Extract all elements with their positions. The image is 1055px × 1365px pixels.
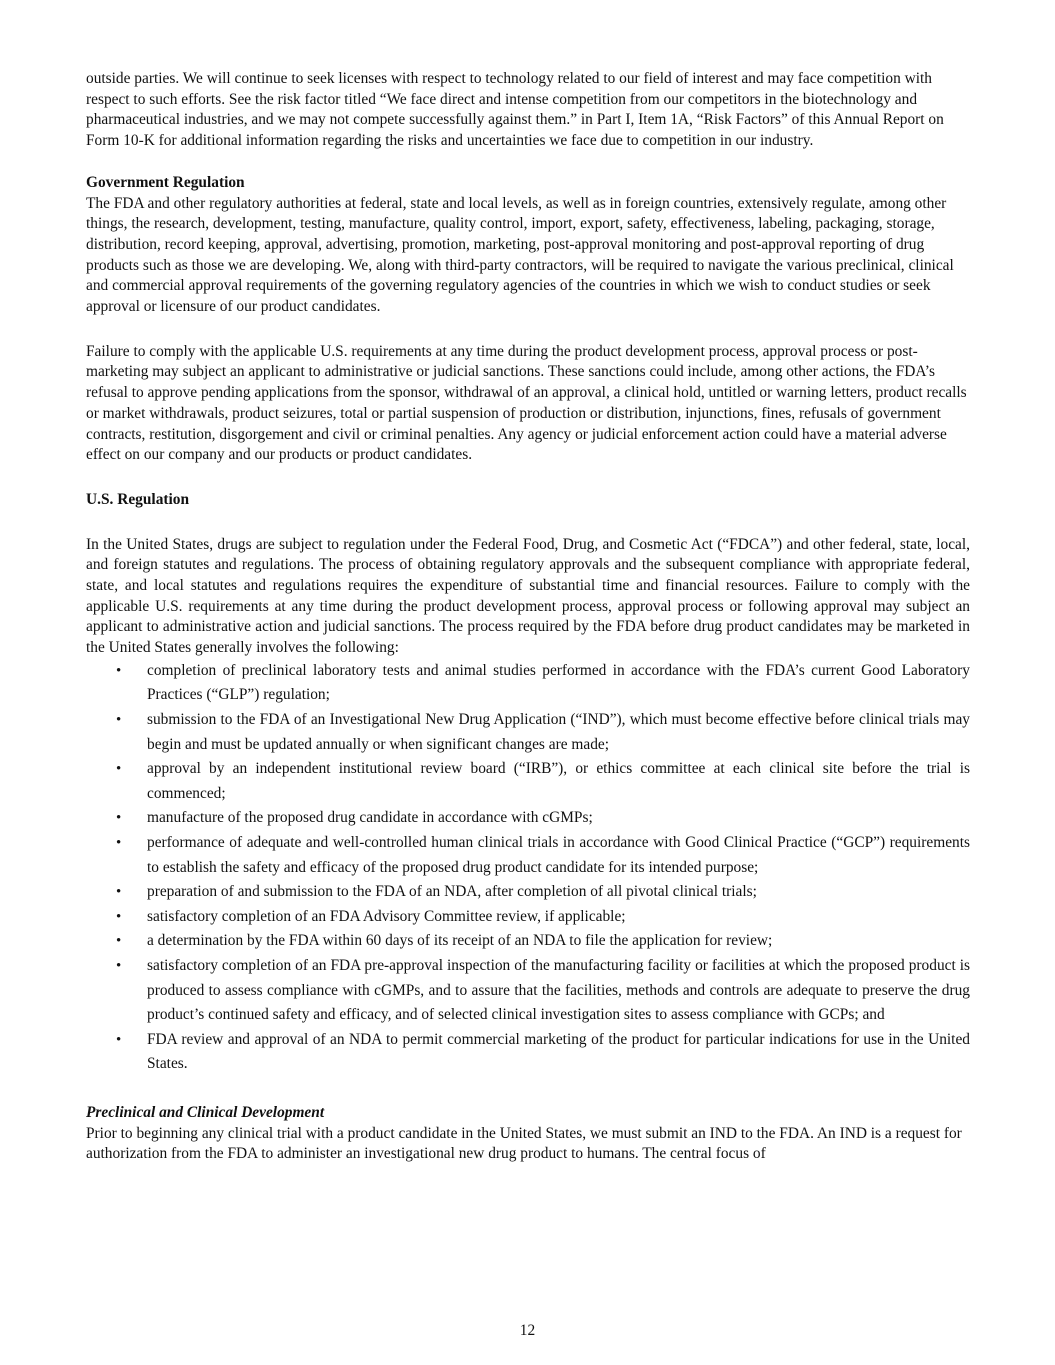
preclinical-paragraph: Prior to beginning any clinical trial with a product candidate in the United States, we must submit an IND to the FDA. An IND is a request for authorization from the FDA to administer an investigational new drug product to humans. The central focus of	[86, 1124, 962, 1163]
list-item	[86, 659, 970, 708]
bullet-icon: •	[116, 933, 122, 950]
government-regulation-paragraph-2: Failure to comply with the applicable U.S. requirements at any time during the product development process, approval process or post-marketing may subject an applicant to administrative or judicial sanctions. These sanctions could include, among other actions, the FDA’s refusal to approve pending applications from the sponsor, withdrawal of an approval, a clinical hold, untitled or warning letters, product recalls or market withdrawals, product seizures, total or partial suspension of production or distribution, injunctions, fines, refusals of government contracts, restitution, disgorgement and civil or criminal penalties. Any agency or judicial enforcement action could have a material adverse effect on our company and our products or product candidates.	[86, 342, 967, 464]
bullet-icon: •	[116, 810, 122, 827]
bullet-icon: •	[116, 1031, 122, 1048]
government-regulation-paragraph-1: The FDA and other regulatory authorities at federal, state and local levels, as well as in foreign countries, extensively regulate, among other things, the research, development, testing, manufacture, quality control, import, export, safety, effectiveness, labeling, packaging, storage, distribution, record keeping, approval, advertising, promotion, marketing, post-approval monitoring and post-approval reporting of drug products such as those we are developing. We, along with third-party contractors, will be required to navigate the various preclinical, clinical and commercial approval requirements of the governing regulatory agencies of the countries in which we wish to conduct studies or seek approval or licensure of our product candidates.	[86, 194, 954, 316]
list-item-text: manufacture of the proposed drug candidate in accordance with cGMPs;	[147, 809, 593, 827]
bullet-icon: •	[116, 884, 122, 901]
page-number: 12	[519, 1322, 536, 1339]
bullet-icon: •	[116, 662, 122, 679]
us-regulation-paragraph: In the United States, drugs are subject to regulation under the Federal Food, Drug, and Cosmetic Act (“FDCA”) and other federal, state, local, and foreign statutes and regulations. The process of obtaining regulatory approvals and the subsequent compliance with appropriate federal, state, and local statutes and regulations requires the expenditure of substantial time and financial resources. Failure to comply with the applicable U.S. requirements at any time during the product development process, approval process or following approval may subject an applicant to administrative action and judicial sanctions. The process required by the FDA before drug product candidates may be marketed in the United States generally involves the following:	[86, 535, 970, 657]
list-item-text: performance of adequate and well-controlled human clinical trials in accordance with Good Clinical Practice (“GCP”) requirements to establish the safety and efficacy of the proposed drug product candidate for its intended purpose;	[147, 834, 970, 876]
list-item-text: preparation of and submission to the FDA of an NDA, after completion of all pivotal clinical trials;	[147, 883, 757, 901]
list-item-text: submission to the FDA of an Investigational New Drug Application (“IND”), which must become effective before clinical trials may begin and must be updated annually or when significant changes are made;	[147, 711, 970, 753]
list-item	[86, 954, 970, 1028]
approval-steps-list	[86, 659, 970, 1077]
list-item	[86, 757, 970, 806]
us-regulation-heading: U.S. Regulation	[86, 490, 190, 508]
bullet-icon: •	[116, 761, 122, 778]
intro-paragraph: outside parties. We will continue to seek licenses with respect to technology related to our field of interest and may face competition with respect to such efforts. See the risk factor titled “We face direct and intense competition from our competitors in the biotechnology and pharmaceutical industries, and we may not compete successfully against them.” in Part I, Item 1A, “Risk Factors” of this Annual Report on Form 10-K for additional information regarding the risks and uncertainties we face due to competition in our industry.	[86, 70, 944, 150]
document-page	[86, 69, 970, 1165]
bullet-icon: •	[116, 712, 122, 729]
list-item-text: approval by an independent institutional review board (“IRB”), or ethics committee at each clinical site before the trial is commenced;	[147, 760, 970, 802]
bullet-icon: •	[116, 958, 122, 974]
preclinical-heading: Preclinical and Clinical Development	[86, 1103, 325, 1121]
list-item	[86, 806, 970, 831]
list-item	[86, 929, 970, 954]
list-item-text: a determination by the FDA within 60 days of its receipt of an NDA to file the application for review;	[147, 932, 773, 950]
list-item-text: satisfactory completion of an FDA Advisory Committee review, if applicable;	[147, 907, 626, 925]
bullet-icon: •	[116, 908, 122, 925]
list-item	[86, 708, 970, 757]
government-regulation-heading: Government Regulation	[86, 173, 245, 191]
list-item	[86, 905, 970, 930]
list-item	[86, 831, 970, 880]
list-item-text: satisfactory completion of an FDA pre-approval inspection of the manufacturing facility or facilities at which the proposed product is produced to assess compliance with cGMPs, and to assure that the facilities, methods and controls are adequate to preserve the drug product’s continued safety and efficacy, and of selected clinical investigation sites to assess compliance with GCPs; and	[147, 957, 970, 1024]
list-item-text: FDA review and approval of an NDA to permit commercial marketing of the product for particular indications for use in the United States.	[147, 1030, 970, 1073]
list-item	[86, 880, 970, 905]
list-item	[86, 1028, 970, 1077]
bullet-icon: •	[116, 835, 122, 852]
list-item-text: completion of preclinical laboratory tests and animal studies performed in accordance with the FDA’s current Good Laboratory Practices (“GLP”) regulation;	[147, 661, 970, 704]
